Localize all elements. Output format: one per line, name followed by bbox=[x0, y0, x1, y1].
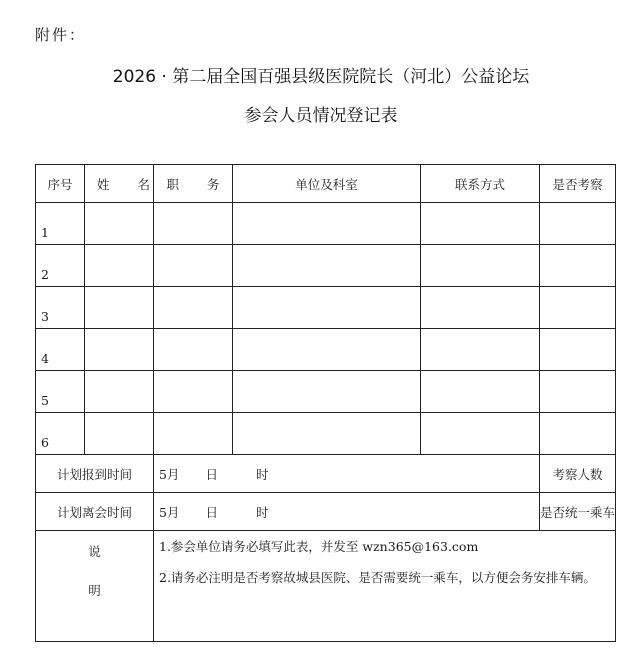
note-line-1: 1.参会单位请务必填写此表，并发至 wzn365@163.com bbox=[159, 539, 479, 554]
attachment-label: 附件： bbox=[35, 26, 87, 44]
departure-label: 计划离会时间 bbox=[36, 493, 154, 531]
position-cell[interactable] bbox=[154, 245, 233, 287]
shuttle-label: 是否统一乘车 bbox=[540, 493, 616, 531]
header-seq: 序号 bbox=[36, 165, 85, 203]
arrival-month: 5月 bbox=[159, 466, 180, 482]
inspect-cell[interactable] bbox=[540, 287, 616, 329]
notes-label bbox=[36, 531, 154, 642]
arrival-day: 日 bbox=[205, 466, 218, 482]
contact-cell[interactable] bbox=[421, 245, 540, 287]
inspect-cell[interactable] bbox=[540, 329, 616, 371]
contact-cell[interactable] bbox=[421, 203, 540, 245]
note-line-2: 2.请务必注明是否考察故城县医院、是否需要统一乘车，以方便会务安排车辆。 bbox=[159, 570, 596, 585]
unit-cell[interactable] bbox=[233, 329, 421, 371]
notes-row bbox=[36, 531, 616, 642]
row-number: 2 bbox=[36, 245, 85, 287]
position-cell[interactable] bbox=[154, 413, 233, 455]
position-cell[interactable] bbox=[154, 371, 233, 413]
unit-cell[interactable] bbox=[233, 245, 421, 287]
table-header-row bbox=[36, 165, 616, 203]
notes-content bbox=[154, 531, 616, 642]
row-number: 6 bbox=[36, 413, 85, 455]
name-cell[interactable] bbox=[85, 287, 154, 329]
arrival-time-cell[interactable] bbox=[154, 455, 540, 493]
header-inspect: 是否考察 bbox=[540, 165, 616, 203]
arrival-hour: 时 bbox=[255, 466, 269, 482]
departure-month: 5月 bbox=[159, 504, 180, 520]
table-row bbox=[36, 287, 616, 329]
header-contact: 联系方式 bbox=[421, 165, 540, 203]
unit-cell[interactable] bbox=[233, 413, 421, 455]
unit-cell[interactable] bbox=[233, 287, 421, 329]
row-number: 4 bbox=[36, 329, 85, 371]
unit-cell[interactable] bbox=[233, 203, 421, 245]
table-row bbox=[36, 329, 616, 371]
position-cell[interactable] bbox=[154, 287, 233, 329]
contact-cell[interactable] bbox=[421, 413, 540, 455]
row-number: 3 bbox=[36, 287, 85, 329]
departure-hour: 时 bbox=[255, 504, 269, 520]
row-number: 5 bbox=[36, 371, 85, 413]
name-cell[interactable] bbox=[85, 413, 154, 455]
header-position: 职 务 bbox=[154, 165, 233, 203]
name-cell[interactable] bbox=[85, 203, 154, 245]
position-cell[interactable] bbox=[154, 329, 233, 371]
name-cell[interactable] bbox=[85, 329, 154, 371]
registration-table bbox=[35, 164, 616, 642]
arrival-label: 计划报到时间 bbox=[36, 455, 154, 493]
departure-row bbox=[36, 493, 616, 531]
inspect-cell[interactable] bbox=[540, 245, 616, 287]
inspect-cell[interactable] bbox=[540, 413, 616, 455]
contact-cell[interactable] bbox=[421, 329, 540, 371]
departure-time-cell[interactable] bbox=[154, 493, 540, 531]
table-row bbox=[36, 413, 616, 455]
notes-label-char-2: 明 bbox=[88, 583, 101, 598]
document-subtitle: 参会人员情况登记表 bbox=[244, 106, 398, 126]
header-unit: 单位及科室 bbox=[233, 165, 421, 203]
header-name: 姓 名 bbox=[85, 165, 154, 203]
contact-cell[interactable] bbox=[421, 371, 540, 413]
contact-cell[interactable] bbox=[421, 287, 540, 329]
inspect-count-label: 考察人数 bbox=[540, 455, 616, 493]
table-row bbox=[36, 371, 616, 413]
table-row bbox=[36, 203, 616, 245]
inspect-cell[interactable] bbox=[540, 203, 616, 245]
name-cell[interactable] bbox=[85, 245, 154, 287]
position-cell[interactable] bbox=[154, 203, 233, 245]
departure-day: 日 bbox=[205, 504, 218, 520]
arrival-row bbox=[36, 455, 616, 493]
row-number: 1 bbox=[36, 203, 85, 245]
unit-cell[interactable] bbox=[233, 371, 421, 413]
inspect-cell[interactable] bbox=[540, 371, 616, 413]
table-row bbox=[36, 245, 616, 287]
notes-label-char-1: 说 bbox=[88, 544, 101, 559]
document-title: 2026 · 第二届全国百强县级医院院长（河北）公益论坛 bbox=[112, 67, 530, 87]
name-cell[interactable] bbox=[85, 371, 154, 413]
